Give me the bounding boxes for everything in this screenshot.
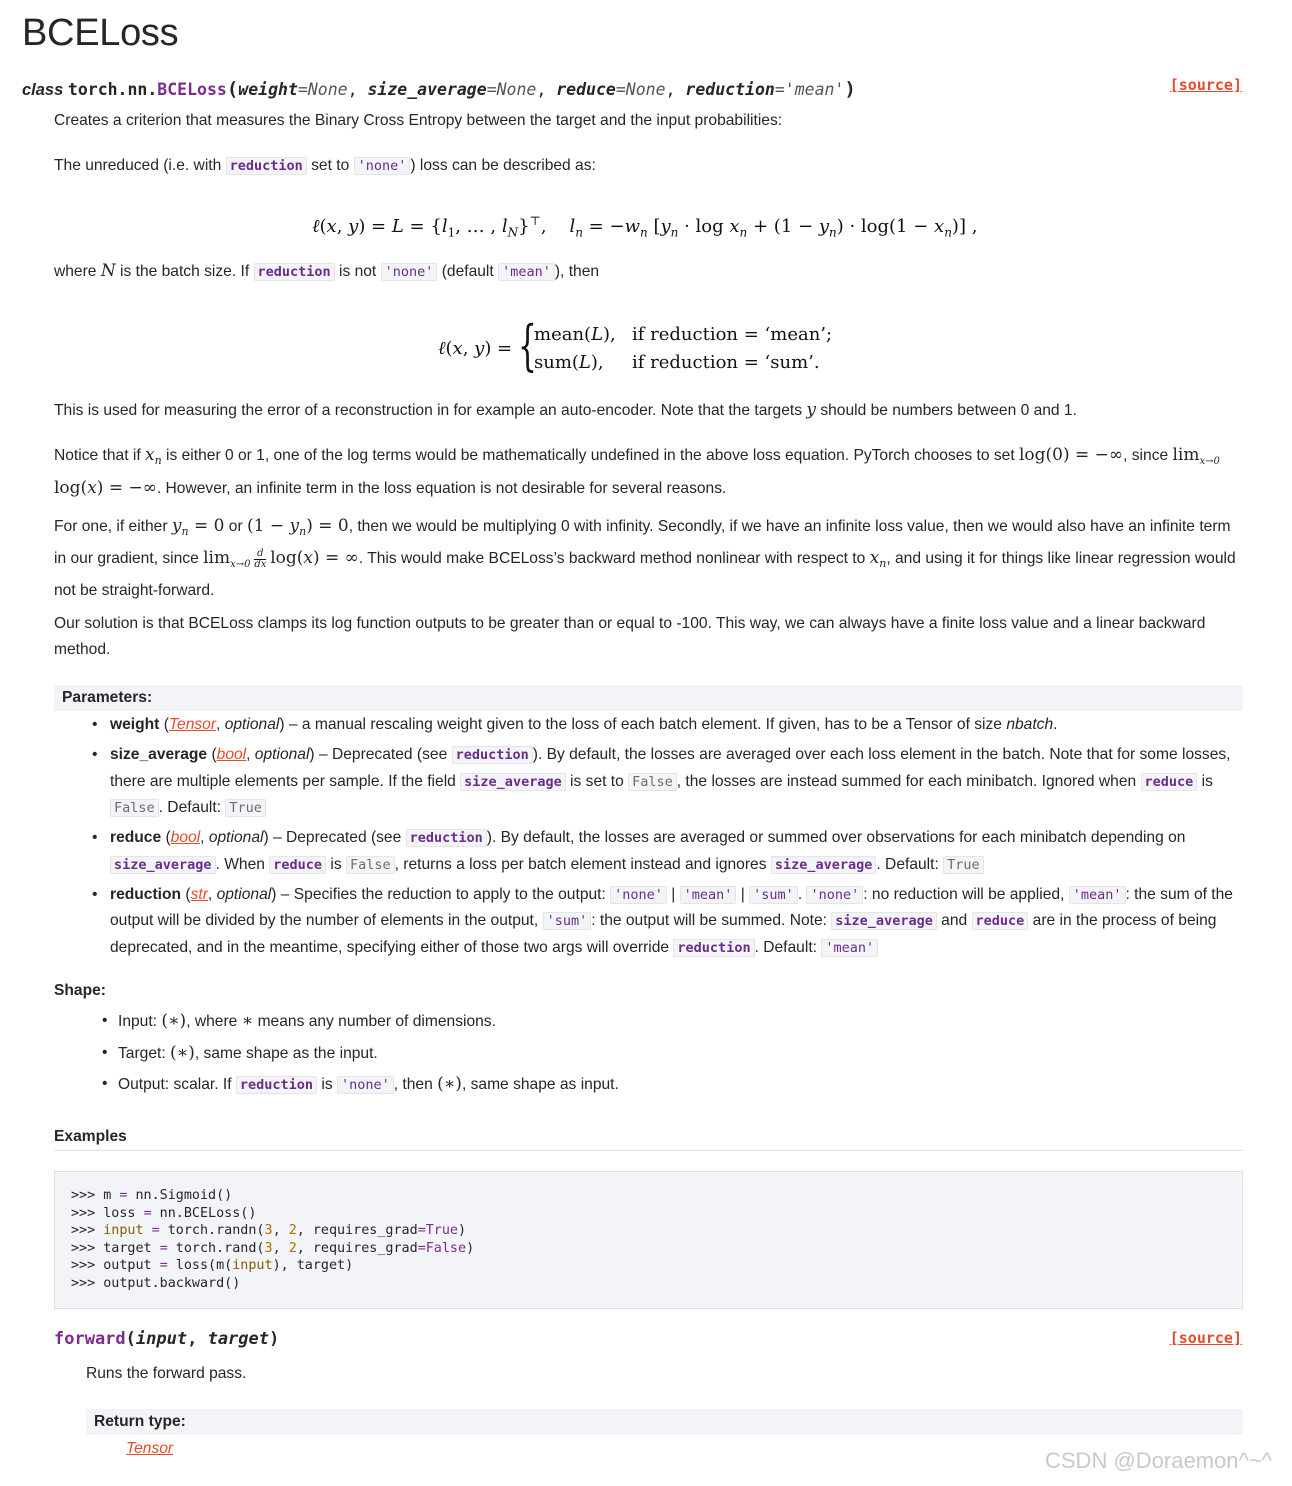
shape-heading: Shape: (54, 982, 106, 999)
param-weight-default: None (307, 80, 348, 99)
page-title: BCELoss (22, 12, 179, 54)
notice-paragraph: Notice that if $x_n$ is either 0 or 1, one of the log terms would be mathematically undefined in the above loss equation. PyTorch chooses to set log(0) = −∞, since $\lim_{x\to 0} \log(x)$ = −∞. However, an infinite term in the loss equation is not desirable for several reasons. (54, 445, 1220, 499)
loss-equation: ℓ(x, $y) = L = \{l_1$, … , $l_N\}^⊤$, $l_n = -w_n$ $[y_n \cdot \log x_n + (1 - y_n) \cdot \log(1 - x_n)]$ , (312, 214, 978, 240)
code-none: 'none' (354, 157, 411, 175)
code-line: >>> output.backward() (71, 1275, 241, 1291)
code-line: >>> m = nn.Sigmoid() (71, 1188, 233, 1203)
forward-method-name: forward (54, 1329, 126, 1349)
where-paragraph: where N is the batch size. If reduction is not 'none' (default 'mean' ), then (54, 261, 600, 281)
class-source-link[interactable]: [source] (1169, 76, 1242, 94)
class-keyword: class (22, 81, 64, 99)
shape-input: • Input: (∗), where ∗ means any number of dimensions. (118, 1008, 619, 1035)
class-name: BCELoss (157, 80, 227, 99)
type-link-str[interactable]: str (190, 885, 208, 903)
param-size-average: size_average (367, 80, 487, 99)
code-mean: 'mean' (498, 263, 555, 281)
example-code-block[interactable] (54, 1171, 1243, 1309)
param-size-average-default: None (496, 80, 537, 99)
examples-heading: Examples (54, 1128, 1243, 1151)
code-line: >>> output = loss(m(input), target) (71, 1258, 354, 1273)
param-item-reduction: • reduction (str, optional) – Specifies the reduction to apply to the output: 'none' | 'mean' | 'sum' . 'none' : no reduction will be applied, 'mean' : the sum of the output will be divided by the number of elements in the output, 'sum' : the output will be summed. Note: size_average and reduce are in the process of being deprecated, and in the meantime, specifying either of those two args will override reduction . Default: 'mean' (110, 882, 1244, 962)
forward-source-link[interactable]: [source] (1169, 1329, 1242, 1347)
return-type-link[interactable]: Tensor (126, 1440, 174, 1457)
type-link-bool[interactable]: bool (170, 829, 201, 846)
type-link-tensor[interactable]: Tensor (168, 716, 217, 733)
return-type-heading: Return type: (86, 1409, 1243, 1435)
shape-output: • Output: scalar. If reduction is 'none' , then (∗), same shape as input. (118, 1071, 619, 1098)
forward-description: Runs the forward pass. (86, 1365, 247, 1382)
param-weight: weight (238, 80, 298, 99)
autoencoder-paragraph: This is used for measuring the error of a reconstruction in for example an auto-encoder. Note that the targets y should be numbers between 0 and 1. (54, 400, 1077, 420)
param-reduce: reduce (556, 80, 616, 99)
unreduced-paragraph: The unreduced (i.e. with reduction set to 'none' ) loss can be described as: (54, 157, 596, 174)
class-signature: class torch.nn.BCELoss(weight=None, size_average=None, reduce=None, reduction='mean') (22, 78, 856, 100)
shape-list (54, 1008, 619, 1103)
param-item-size-average: • size_average (bool, optional) – Deprecated (see reduction ). By default, the losses are averaged over each loss element in the batch. Note that for some losses, there are multiple elements per sample. If the field size_average is set to False , the losses are instead summed for each minibatch. Ignored when reduce is False . Default: True (110, 742, 1244, 822)
solution-paragraph: Our solution is that BCELoss clamps its log function outputs to be greater than or equal to -100. This way, we can always have a finite loss value and a linear backward method. (54, 615, 1206, 658)
param-item-weight: • weight (Tensor, optional) – a manual rescaling weight given to the loss of each batch element. If given, has to be a Tensor of size nbatch. (110, 712, 1244, 739)
type-link-bool[interactable]: bool (216, 746, 247, 763)
param-reduction: reduction (685, 80, 775, 99)
forone-paragraph: For one, if either $y_n = 0$ or $(1 - y_n) = 0$, then we would be multiplying 0 with infinity. Secondly, if we have an infinite loss value, then we would also have an infinite term in our gradient, since $\lim_{x\to 0}$ $\frac{d}{dx}$ log(x) = ∞. This would make BCELoss’s backward method nonlinear with respect to $x_n$, and using it for things like linear regression would not be straight-forward. (54, 516, 1236, 600)
param-item-reduce: • reduce (bool, optional) – Deprecated (see reduction ). By default, the losses are averaged or summed over observations for each minibatch depending on size_average . When reduce is False , returns a loss per batch element instead and ignores size_average . Default: True (110, 825, 1244, 878)
code-reduction: reduction (226, 157, 307, 175)
forward-signature: forward(input, target) (54, 1329, 280, 1349)
shape-target: • Target: (∗), same shape as the input. (118, 1040, 619, 1067)
code-line: >>> input = torch.randn(3, 2, requires_grad=True) (71, 1223, 467, 1238)
watermark: CSDN @Doraemon^~^ (1045, 1448, 1272, 1473)
param-reduction-default: 'mean' (784, 80, 845, 99)
param-reduce-default: None (625, 80, 666, 99)
code-none: 'none' (381, 263, 438, 281)
intro-paragraph: Creates a criterion that measures the Binary Cross Entropy between the target and the input probabilities: (54, 112, 783, 129)
code-line: >>> loss = nn.BCELoss() (71, 1205, 257, 1221)
parameters-heading: Parameters: (54, 685, 1243, 711)
code-reduction: reduction (254, 263, 335, 281)
module-path: torch.nn. (67, 80, 158, 99)
parameters-list (54, 712, 1244, 965)
code-line: >>> target = torch.rand(3, 2, requires_grad=False) (71, 1240, 475, 1256)
